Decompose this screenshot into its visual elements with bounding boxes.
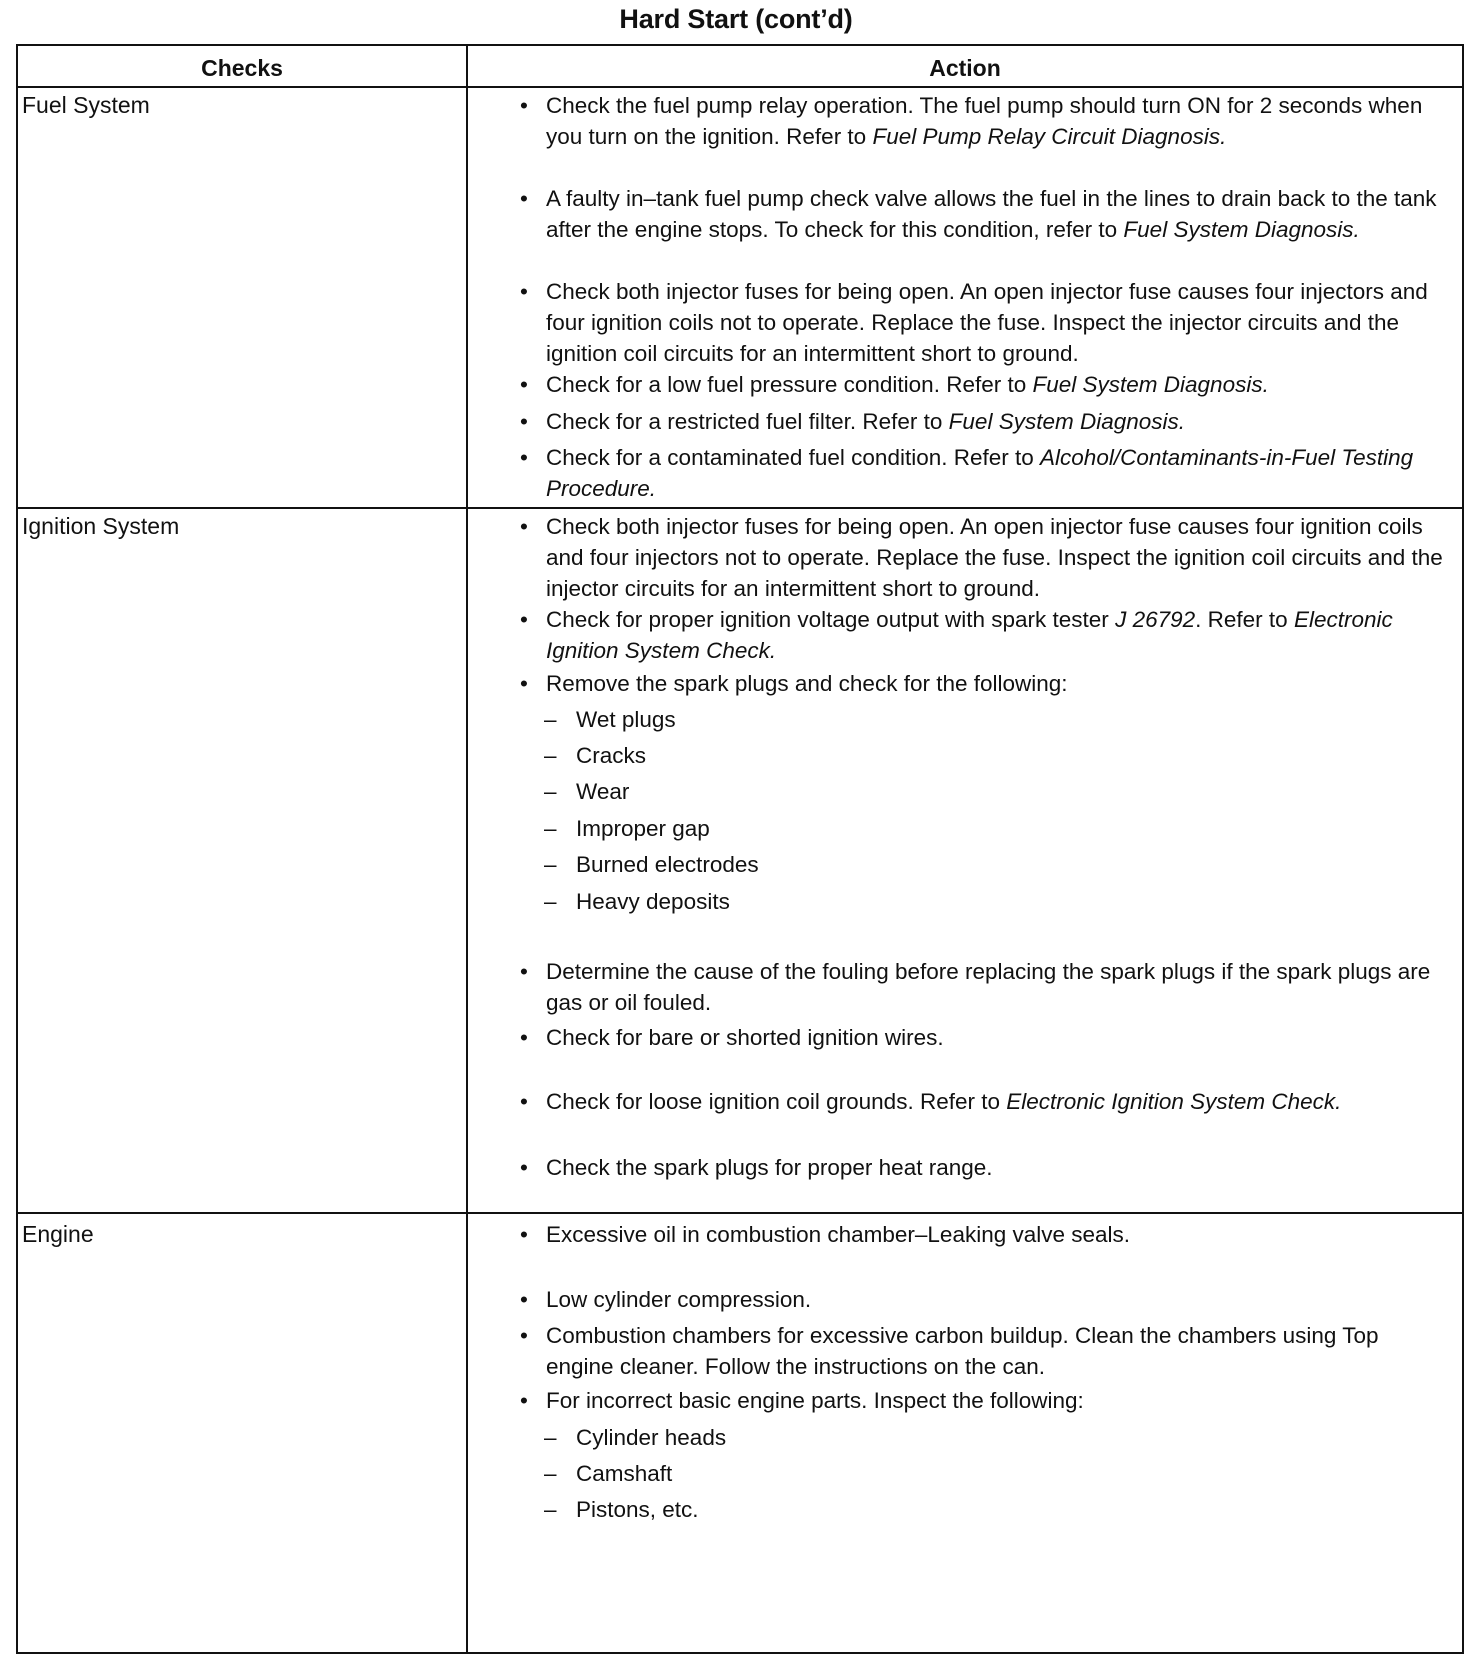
dash-icon: – — [544, 816, 557, 841]
dash-icon: – — [544, 779, 557, 804]
dash-icon: – — [544, 889, 557, 914]
bullet-icon: • — [520, 445, 528, 470]
dash-icon: – — [544, 852, 557, 877]
bullet-icon: • — [520, 607, 528, 632]
bullet-icon: • — [520, 1287, 528, 1312]
check-fuel-system: Fuel System — [22, 92, 150, 118]
action-item: • Check the spark plugs for proper heat range. — [512, 1152, 1448, 1183]
bullet-icon: • — [520, 671, 528, 696]
action-item: • Check for a restricted fuel filter. Refer to Fuel System Diagnosis. — [512, 406, 1448, 437]
action-item: • Check the fuel pump relay operation. The fuel pump should turn ON for 2 seconds when you turn on the ignition. Refer to Fuel Pump Relay Circuit Diagnosis. — [512, 90, 1448, 152]
action-item: • Low cylinder compression. — [512, 1284, 1448, 1315]
bullet-icon: • — [520, 372, 528, 397]
action-item: • Check both injector fuses for being open. An open injector fuse causes four injectors and four ignition coils not to operate. Replace the fuse. Inspect the injector circuits and the ignition coil circuits for an intermittent short to ground. — [512, 276, 1448, 369]
action-item: • Check both injector fuses for being open. An open injector fuse causes four ignition coils and four injectors not to operate. Replace the fuse. Inspect the ignition coil circuits and the injector circuits for an intermittent short to ground. — [512, 511, 1448, 604]
page-title: Hard Start (cont’d) — [619, 4, 853, 34]
sub-item: – Cylinder heads — [542, 1422, 726, 1453]
dash-icon: – — [544, 1425, 557, 1450]
reference-link: Alcohol/Contaminants-in-Fuel Testing Procedure. — [546, 445, 1414, 501]
reference-link: Fuel System Diagnosis. — [948, 409, 1186, 434]
action-item: • Combustion chambers for excessive carbon buildup. Clean the chambers using Top engine cleaner. Follow the instructions on the can. — [512, 1320, 1448, 1382]
action-item: • For incorrect basic engine parts. Inspect the following: — [512, 1385, 1448, 1416]
check-engine: Engine — [22, 1221, 94, 1247]
reference-link: Electronic Ignition System Check. — [546, 607, 1393, 663]
bullet-icon: • — [520, 1222, 528, 1247]
sub-item: – Wear — [542, 776, 629, 807]
action-item: • A faulty in–tank fuel pump check valve allows the fuel in the lines to drain back to the tank after the engine stops. To check for this condition, refer to Fuel System Diagnosis. — [512, 183, 1448, 245]
action-item: • Determine the cause of the fouling before replacing the spark plugs if the spark plugs are gas or oil fouled. — [512, 956, 1448, 1018]
sub-item: – Burned electrodes — [542, 849, 759, 880]
bullet-icon: • — [520, 514, 528, 539]
reference-link: Fuel System Diagnosis. — [1032, 372, 1269, 397]
action-item: • Check for a low fuel pressure condition. Refer to Fuel System Diagnosis. — [512, 369, 1448, 400]
action-item: • Check for proper ignition voltage output with spark tester J 26792. Refer to Electronic Ignition System Check. — [512, 604, 1448, 666]
tool-number: J 26792 — [1115, 607, 1196, 632]
bullet-icon: • — [520, 1323, 528, 1348]
bullet-icon: • — [520, 1025, 528, 1050]
bullet-icon: • — [520, 1155, 528, 1180]
column-divider — [466, 46, 468, 1652]
row-divider — [18, 507, 1462, 509]
reference-link: Fuel Pump Relay Circuit Diagnosis. — [872, 124, 1227, 149]
dash-icon: – — [544, 743, 557, 768]
hard-start-table — [16, 44, 1464, 1654]
check-ignition-system: Ignition System — [22, 513, 180, 539]
action-item: • Remove the spark plugs and check for the following: — [512, 668, 1448, 699]
row-divider — [18, 1212, 1462, 1214]
bullet-icon: • — [520, 1089, 528, 1114]
dash-icon: – — [544, 1461, 557, 1486]
bullet-icon: • — [520, 409, 528, 434]
bullet-icon: • — [520, 186, 528, 211]
action-item: • Excessive oil in combustion chamber–Leaking valve seals. — [512, 1219, 1448, 1250]
action-item: • Check for bare or shorted ignition wires. — [512, 1022, 1448, 1053]
column-header-action: Action — [929, 55, 1001, 81]
bullet-icon: • — [520, 93, 528, 118]
dash-icon: – — [544, 707, 557, 732]
reference-link: Electronic Ignition System Check. — [1006, 1089, 1342, 1114]
action-item: • Check for loose ignition coil grounds. Refer to Electronic Ignition System Check. — [512, 1086, 1448, 1117]
reference-link: Fuel System Diagnosis. — [1123, 217, 1360, 242]
bullet-icon: • — [520, 1388, 528, 1413]
sub-item: – Wet plugs — [542, 704, 676, 735]
column-header-checks: Checks — [201, 55, 283, 81]
sub-item: – Heavy deposits — [542, 886, 730, 917]
bullet-icon: • — [520, 959, 528, 984]
sub-item: – Pistons, etc. — [542, 1494, 699, 1525]
action-item: • Check for a contaminated fuel condition. Refer to Alcohol/Contaminants-in-Fuel Testing Procedure. — [512, 442, 1448, 504]
dash-icon: – — [544, 1497, 557, 1522]
sub-item: – Cracks — [542, 740, 646, 771]
bullet-icon: • — [520, 279, 528, 304]
sub-item: – Improper gap — [542, 813, 710, 844]
sub-item: – Camshaft — [542, 1458, 672, 1489]
